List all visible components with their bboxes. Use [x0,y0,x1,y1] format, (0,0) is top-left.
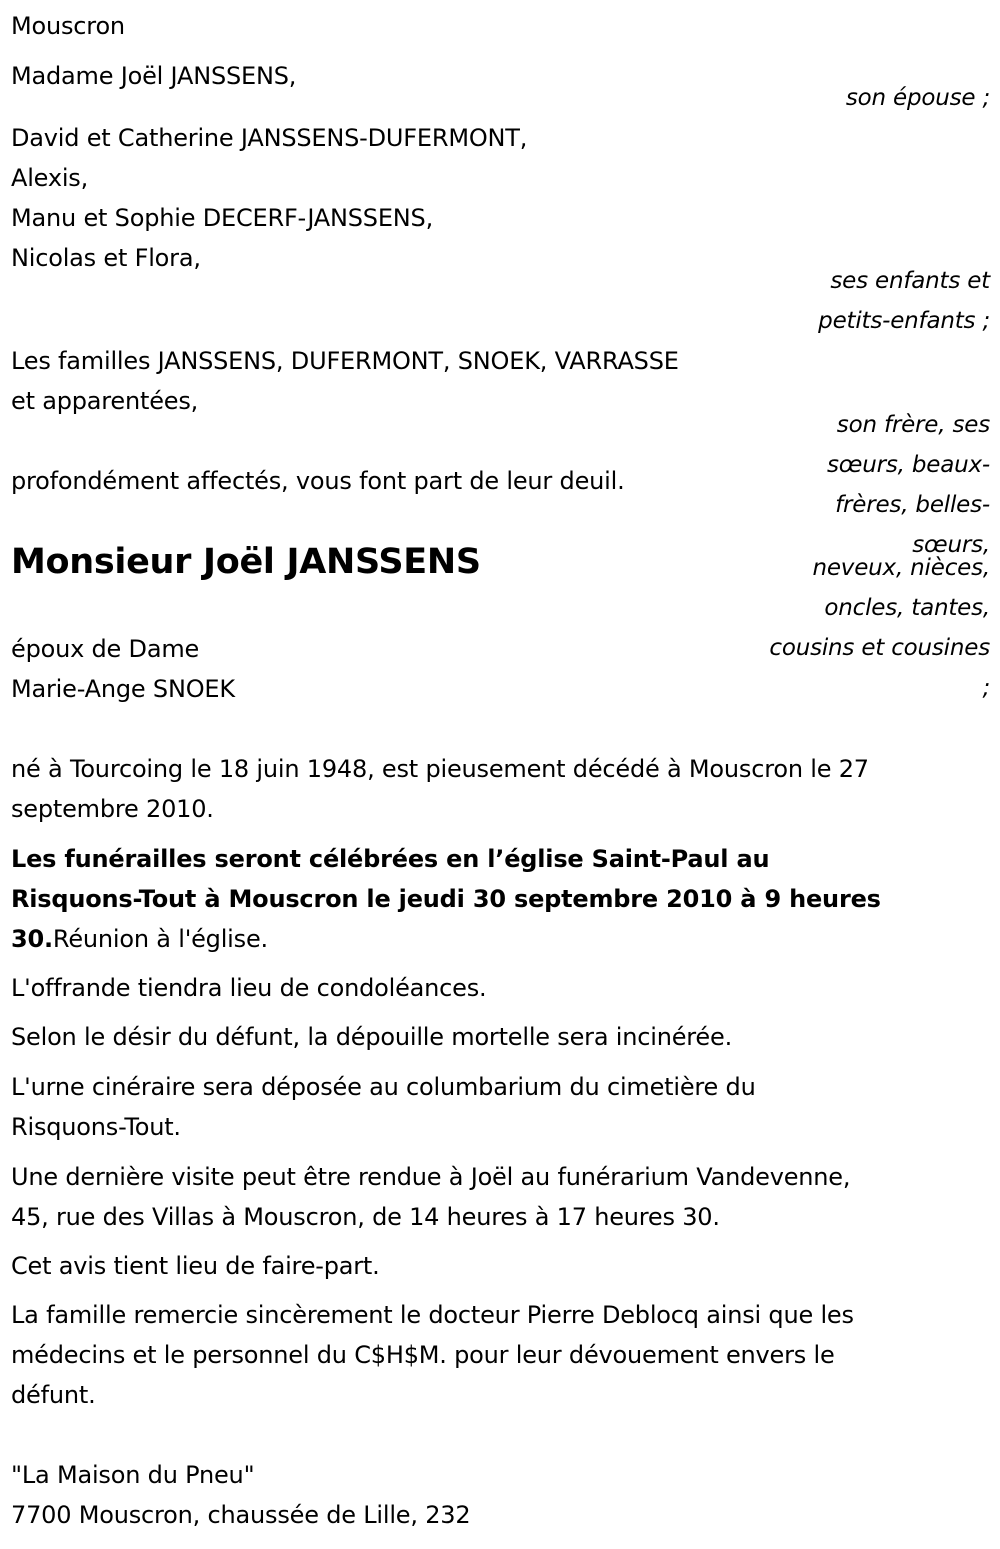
families-line: Les familles JANSSENS, DUFERMONT, SNOEK, VARRASSE [11,347,679,375]
spouse-name: Madame Joël JANSSENS, [11,62,297,90]
spouse-of-line: Marie-Ange SNOEK [11,675,235,703]
funeral-line: Risquons-Tout à Mouscron le jeudi 30 septembre 2010 à 9 heures [11,885,881,913]
visit-line: Une dernière visite peut être rendue à Joël au funérarium Vandevenne, [11,1163,851,1191]
deceased-name: Monsieur Joël JANSSENS [11,542,481,582]
cremation-note: Selon le désir du défunt, la dépouille mortelle sera incinérée. [11,1023,732,1051]
birth-death-line: septembre 2010. [11,795,214,823]
families-role: sœurs, [912,532,990,558]
birth-death-line: né à Tourcoing le 18 juin 1948, est pieusement décédé à Mouscron le 27 [11,755,869,783]
child-line: Nicolas et Flora, [11,244,201,272]
families-role: frères, belles- [835,492,990,518]
thanks-line: défunt. [11,1381,96,1409]
child-line: Manu et Sophie DECERF-JANSSENS, [11,204,434,232]
funeral-time-end: 30. [11,925,53,953]
families-role: oncles, tantes, [824,595,990,621]
sponsor-name: "La Maison du Pneu" [11,1461,255,1489]
visit-line: 45, rue des Villas à Mouscron, de 14 heures à 17 heures 30. [11,1203,720,1231]
meeting-place: Réunion à l'église. [52,925,268,953]
spouse-role: son épouse ; [845,85,990,111]
thanks-line: médecins et le personnel du C$H$M. pour leur dévouement envers le [11,1341,835,1369]
families-line: et apparentées, [11,387,199,415]
families-role: son frère, ses [836,412,990,438]
families-role: sœurs, beaux- [827,452,990,478]
funeral-line-last [11,919,268,959]
children-role: ses enfants et [830,268,990,294]
families-role: neveux, nièces, [812,555,990,581]
families-role: cousins et cousines [769,635,990,661]
city: Mouscron [11,12,125,40]
announcement: profondément affectés, vous font part de leur deuil. [11,467,625,495]
children-role: petits-enfants ; [818,308,990,334]
urn-line: L'urne cinéraire sera déposée au columbarium du cimetière du [11,1073,756,1101]
faire-part-note: Cet avis tient lieu de faire-part. [11,1252,380,1280]
urn-line: Risquons-Tout. [11,1113,181,1141]
child-line: Alexis, [11,164,89,192]
sponsor-address: 7700 Mouscron, chaussée de Lille, 232 [11,1501,471,1529]
child-line: David et Catherine JANSSENS-DUFERMONT, [11,124,528,152]
thanks-line: La famille remercie sincèrement le docteur Pierre Deblocq ainsi que les [11,1301,854,1329]
families-role: ; [982,675,990,701]
offering-note: L'offrande tiendra lieu de condoléances. [11,974,487,1002]
spouse-of-line: époux de Dame [11,635,200,663]
funeral-line: Les funérailles seront célébrées en l’église Saint-Paul au [11,845,770,873]
